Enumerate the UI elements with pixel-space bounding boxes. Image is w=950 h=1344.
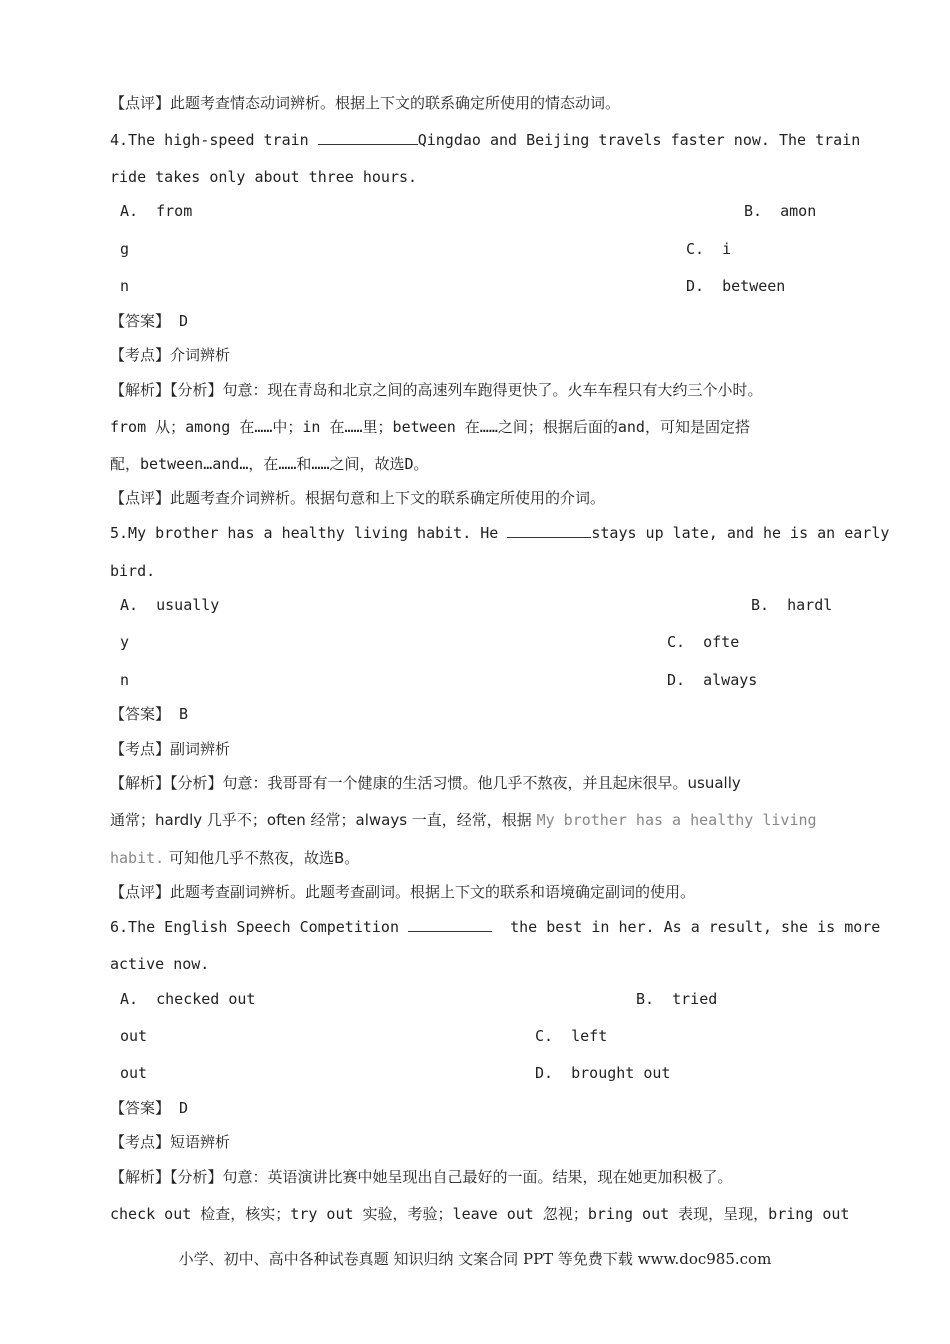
q4-answer-line [110,311,188,331]
q4-option-b-wrap: g [120,240,130,258]
q4-stem-part-2: Qingdao and Beijing travels faster now. The train [417,131,861,149]
q5-answer: B [170,705,189,723]
q6-analysis-line-1 [110,1167,733,1187]
q4-analysis-1: 【分析】句意：现在青岛和北京之间的高速列车跑得更快了。火车车程只有大约三个小时。 [170,381,763,399]
q5-analysis-line-2 [110,810,817,830]
q6-option-d: D. brought out [535,1064,671,1082]
q5-option-a: A. usually [120,596,220,614]
q5-option-c: C. ofte [667,633,740,651]
q5-stem-part-1: 5.My brother has a healthy living habit. He [110,524,508,542]
q4-analysis-line-2: from 从；among 在……中；in 在……里；between 在……之间；根据后面的and，可知是固定搭 [110,418,750,436]
q5-analysis-1: 【分析】句意：我哥哥有一个健康的生活习惯。他几乎不熬夜，并且起床很早。usually [170,774,741,792]
q4-answer: D [170,312,189,330]
q5-analysis-3a: habit. [110,849,165,867]
q6-stem-line-1 [110,917,880,937]
q5-analysis-2a: 通常；hardly 几乎不；often 经常；always 一直，经常，根据 [110,811,537,829]
q5-stem-line-1 [110,523,889,543]
q4-stem-line-1 [110,130,860,150]
q5-analysis-line-3 [110,848,359,868]
q5-analysis-line-1 [110,773,741,793]
q4-kaodian: 介词辨析 [170,346,231,364]
q6-analysis-line-2: check out 检查，核实；try out 实验，考验；leave out 忽视；bring out 表现，呈现，bring out [110,1205,850,1223]
q5-review: 此题考查副词辨析。此题考查副词。根据上下文的联系和语境确定副词的使用。 [170,883,696,901]
q4-blank [318,130,418,145]
page-footer: 小学、初中、高中各种试卷真题 知识归纳 文案合同 PPT 等免费下载 www.doc985.com [178,1250,772,1268]
q4-stem-part-1: 4.The high-speed train [110,131,318,149]
q6-kaodian-line [110,1132,230,1152]
q6-option-b: B. tried [636,990,718,1008]
q6-kaodian-tag: 【考点】 [110,1133,171,1151]
q6-option-c-wrap: out [120,1064,148,1082]
q6-option-a: A. checked out [120,990,256,1008]
q4-stem-line-2: ride takes only about three hours. [110,168,418,186]
q6-stem-part-1: 6.The English Speech Competition [110,918,409,936]
q6-answer: D [170,1099,189,1117]
q6-analysis-1: 【分析】句意：英语演讲比赛中她呈现出自己最好的一面。结果，现在她更加积极了。 [170,1168,733,1186]
q4-option-a: A. from [120,202,193,220]
q6-blank [408,917,492,932]
q5-stem-part-2: stays up late, and he is an early [591,524,890,542]
q6-answer-line [110,1098,188,1118]
q4-kaodian-line [110,345,230,365]
q5-option-b-wrap: y [120,633,130,651]
q5-analysis-3b: 可知他几乎不熬夜，故选B。 [164,849,360,867]
q5-option-d: D. always [667,671,758,689]
q6-option-c: C. left [535,1027,608,1045]
q5-kaodian: 副词辨析 [170,740,231,758]
q6-stem-line-2: active now. [110,955,210,973]
q5-answer-tag: 【答案】 [110,705,171,723]
q5-analysis-tag: 【解析】 [110,774,171,792]
q6-option-b-wrap: out [120,1027,148,1045]
q4-option-c-wrap: n [120,277,130,295]
q4-answer-tag: 【答案】 [110,312,171,330]
review-text: 此题考查情态动词辨析。根据上下文的联系确定所使用的情态动词。 [170,94,621,112]
q4-kaodian-tag: 【考点】 [110,346,171,364]
q4-review-tag: 【点评】 [110,489,171,507]
q5-review-line [110,882,695,902]
q5-kaodian-tag: 【考点】 [110,740,171,758]
q6-analysis-tag: 【解析】 [110,1168,171,1186]
q4-option-c: C. i [686,240,732,258]
q5-option-c-wrap: n [120,671,130,689]
q5-option-b: B. hardl [751,596,833,614]
q4-option-b: B. amon [744,202,817,220]
q4-analysis-line-3: 配，between…and…，在……和……之间，故选D。 [110,455,429,473]
q6-answer-tag: 【答案】 [110,1099,171,1117]
q4-option-d: D. between [686,277,786,295]
q6-kaodian: 短语辨析 [170,1133,231,1151]
q5-review-tag: 【点评】 [110,883,171,901]
q4-analysis-tag: 【解析】 [110,381,171,399]
q5-blank [507,523,591,538]
q4-review: 此题考查介词辨析。根据句意和上下文的联系确定所使用的介词。 [170,489,606,507]
q5-kaodian-line [110,739,230,759]
q5-answer-line [110,704,188,724]
q5-analysis-2b: My brother has a healthy living [536,811,817,829]
review-tag: 【点评】 [110,94,171,112]
review-line [110,93,620,113]
q6-stem-part-2: the best in her. As a result, she is more [492,918,881,936]
q5-stem-line-2: bird. [110,562,156,580]
q4-review-line [110,488,605,508]
q4-analysis-line-1 [110,380,763,400]
